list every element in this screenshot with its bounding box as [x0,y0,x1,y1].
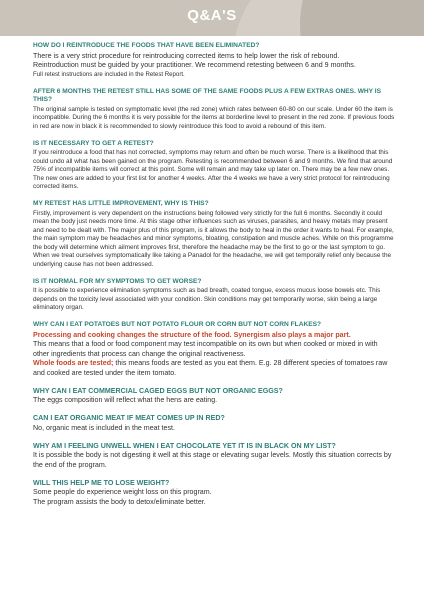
answer-paragraph [33,359,395,378]
answer-paragraph: This means that a food or food component may test incompatible on its own but when cooked or mixed in with other ingredients that process can change the original reactiveness. [33,340,378,358]
answer-paragraph: If you reintroduce a food that has not corrected, symptoms may return and often be much worse. There is a likelihood that this could undo all what has been gained on the program. Retesting is recommended between 6 and 9 months. We find that around 75% of incompatible items will correct at this point. Some will remain and may take up later on. There may be a few new ones. The new ones are added to your first list for another 4 weeks. After the 4 weeks we have a very strict protocol for reintroducing corrected items. [33,149,393,190]
header-banner [0,0,424,36]
answer-paragraph: It is possible to experience elimination symptoms such as bad breath, coated tongue, excess mucus loose bowels etc. This depends on the toxicity level associated with your condition. Skin conditions may get temporarily worse, skin being a large eliminatory organ. [33,287,381,311]
qa-section [33,442,395,471]
highlight-text: Whole foods are tested; [33,359,114,367]
answer-paragraph: There is a very strict procedure for reintroducing corrected items to help lower the risk of rebound. [33,51,340,60]
qa-section [33,88,395,132]
qa-section [33,387,395,406]
answer-paragraph: Firstly, improvement is very dependent on the instructions being followed very strictly for the full 6 months. Secondly it could mean the body just needs more time. At this stage other influences such as viruses, parasites, and heavy metals may present and need to be dealt with. The major plus of this program, is it allows the body to heal in the order it wants to heal. For example, the main symptom may be headaches and minor symptoms, bloating, constipation and muscle aches. While on this programme the body will determine which ailment improves first, therefore the headache may be the first to go or the last symptom to go. When we treat ourselves symptomatically like taking a Panadol for the headache, we will get temporally relief only because the underlying cause has not been addressed. [33,209,394,268]
question-heading: HOW DO I REINTRODUCE THE FOODS THAT HAVE BEEN ELIMINATED? [33,42,260,49]
answer-paragraph: The program assists the body to detox/eliminate better. [33,497,206,506]
question-heading: WHY CAN I EAT COMMERCIAL CAGED EGGS BUT NOT ORGANIC EGGS? [33,386,283,395]
answer-paragraph: The eggs composition will reflect what the hens are eating. [33,396,218,404]
question-heading: MY RETEST HAS LITTLE IMPROVEMENT, WHY IS THIS? [33,200,209,207]
highlight-text: Processing and cooking changes the structure of the food. Synergism also plays a major part. [33,330,351,339]
qa-content [33,42,395,516]
question-heading: IS IT NORMAL FOR MY SYMPTOMS TO GET WORSE? [33,277,202,285]
question-heading: AFTER 6 MONTHS THE RETEST STILL HAS SOME OF THE SAME FOODS PLUS A FEW EXTRAS ONES. WHY IS THIS? [33,87,382,103]
qa-section [33,42,395,79]
answer-paragraph: The original sample is tested on symptomatic level (the red zone) which rates between 60-80 on our scale. Under 60 the item is incompatible. During the 6 months it is very possible for the items at borderline level to present in the red zone. If previous foods in red are now in black it is recommended to slowly reintroduce this food to avoid a rebound of this item. [33,105,395,130]
page-title: Q&A'S [187,7,237,24]
question-heading: WHY AM I FEELING UNWELL WHEN I EAT CHOCOLATE YET IT IS IN BLACK ON MY LIST? [33,441,336,450]
answer-paragraph: It is possible the body is not digesting it well at this stage or elevating sugar levels. Mostly this situation corrects by the end of the program. [33,451,392,469]
answer-text: this means foods are tested as you eat them. E.g. 28 different species of tomatoes raw and cooked are tested under the item tomato. [33,359,388,377]
qa-section [33,321,395,378]
qa-section [33,200,395,269]
answer-paragraph: No, organic meat is included in the meat test. [33,423,175,432]
question-heading: WHY CAN I EAT POTATOES BUT NOT POTATO FLOUR OR CORN BUT NOT CORN FLAKES? [33,321,322,328]
question-heading: CAN I EAT ORGANIC MEAT IF MEAT COMES UP IN RED? [33,414,225,422]
question-heading: WILL THIS HELP ME TO LOSE WEIGHT? [33,478,170,487]
answer-paragraph: Some people do experience weight loss on this program. [33,488,212,496]
qa-section [33,414,395,433]
question-heading: IS IT NECESSARY TO GET A RETEST? [33,139,154,147]
qa-section [33,140,395,192]
answer-paragraph: Reintroduction must be guided by your practitioner. We recommend retesting between 6 and 9 months. [33,61,356,69]
qa-section [33,479,395,508]
answer-paragraph: Full retest instructions are included in the Retest Report. [33,70,185,78]
qa-section [33,278,395,313]
